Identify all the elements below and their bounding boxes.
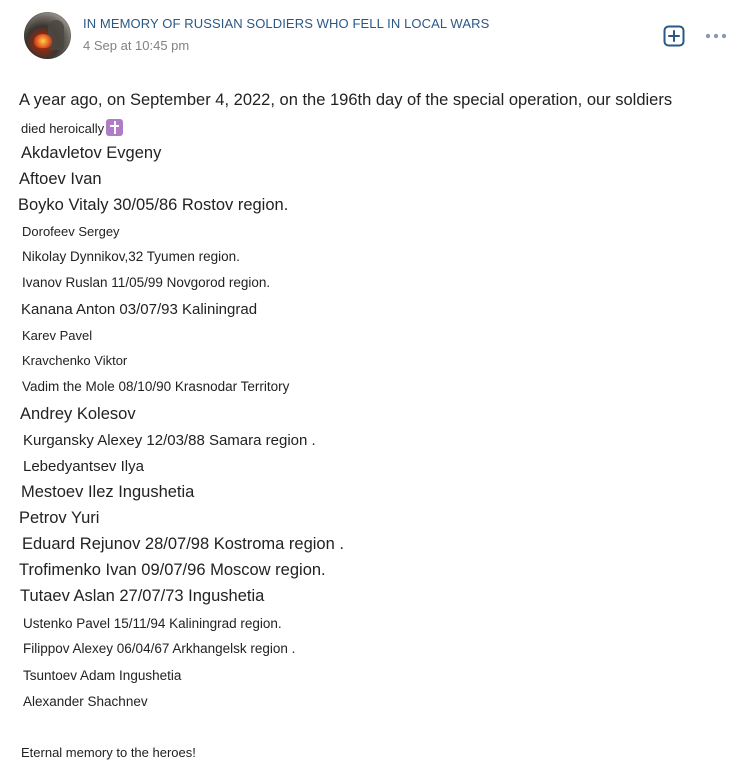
intro-line2-text: died heroically: [21, 121, 105, 136]
post-timestamp[interactable]: 4 Sep at 10:45 pm: [83, 38, 190, 53]
list-item: Lebedyantsev Ilya: [23, 458, 144, 475]
community-avatar[interactable]: [24, 12, 71, 59]
list-item: Tutaev Aslan 27/07/73 Ingushetia: [20, 587, 265, 605]
post-intro-continued: [21, 119, 123, 136]
list-item: Alexander Shachnev: [23, 694, 148, 709]
list-item: Kanana Anton 03/07/93 Kaliningrad: [21, 301, 258, 318]
list-item: Karev Pavel: [22, 328, 93, 343]
list-item: Eduard Rejunov 28/07/98 Kostroma region .: [22, 535, 344, 553]
list-item: Dorofeev Sergey: [22, 224, 120, 239]
post-header: [0, 0, 746, 70]
list-item: Aftoev Ivan: [19, 170, 102, 188]
list-item: Mestoev Ilez Ingushetia: [21, 483, 195, 501]
orthodox-cross-icon: [106, 119, 123, 136]
list-item: Kurgansky Alexey 12/03/88 Samara region .: [23, 432, 316, 449]
list-item: Nikolay Dynnikov,32 Tyumen region.: [22, 249, 240, 264]
list-item: Ustenko Pavel 15/11/94 Kaliningrad region.: [23, 616, 282, 631]
closing-text: Eternal memory to the heroes!: [21, 745, 196, 760]
community-name-link[interactable]: IN MEMORY OF RUSSIAN SOLDIERS WHO FELL IN LOCAL WARS: [83, 16, 490, 31]
list-item: Akdavletov Evgeny: [21, 144, 162, 162]
list-item: Ivanov Ruslan 11/05/99 Novgorod region.: [22, 275, 271, 290]
list-item: Trofimenko Ivan 09/07/96 Moscow region.: [19, 561, 326, 579]
plus-square-icon[interactable]: [663, 25, 685, 47]
list-item: Tsuntoev Adam Ingushetia: [23, 668, 182, 683]
list-item: Petrov Yuri: [19, 509, 100, 527]
candle-flame-icon: [34, 34, 52, 48]
post-intro-text: A year ago, on September 4, 2022, on the 196th day of the special operation, our soldiers: [19, 91, 673, 109]
list-item: Filippov Alexey 06/04/67 Arkhangelsk region .: [23, 641, 296, 656]
list-item: Vadim the Mole 08/10/90 Krasnodar Territory: [22, 379, 290, 394]
more-horizontal-icon[interactable]: [704, 28, 728, 44]
list-item: Boyko Vitaly 30/05/86 Rostov region.: [18, 196, 289, 214]
list-item: Kravchenko Viktor: [22, 353, 128, 368]
list-item: Andrey Kolesov: [20, 405, 136, 423]
